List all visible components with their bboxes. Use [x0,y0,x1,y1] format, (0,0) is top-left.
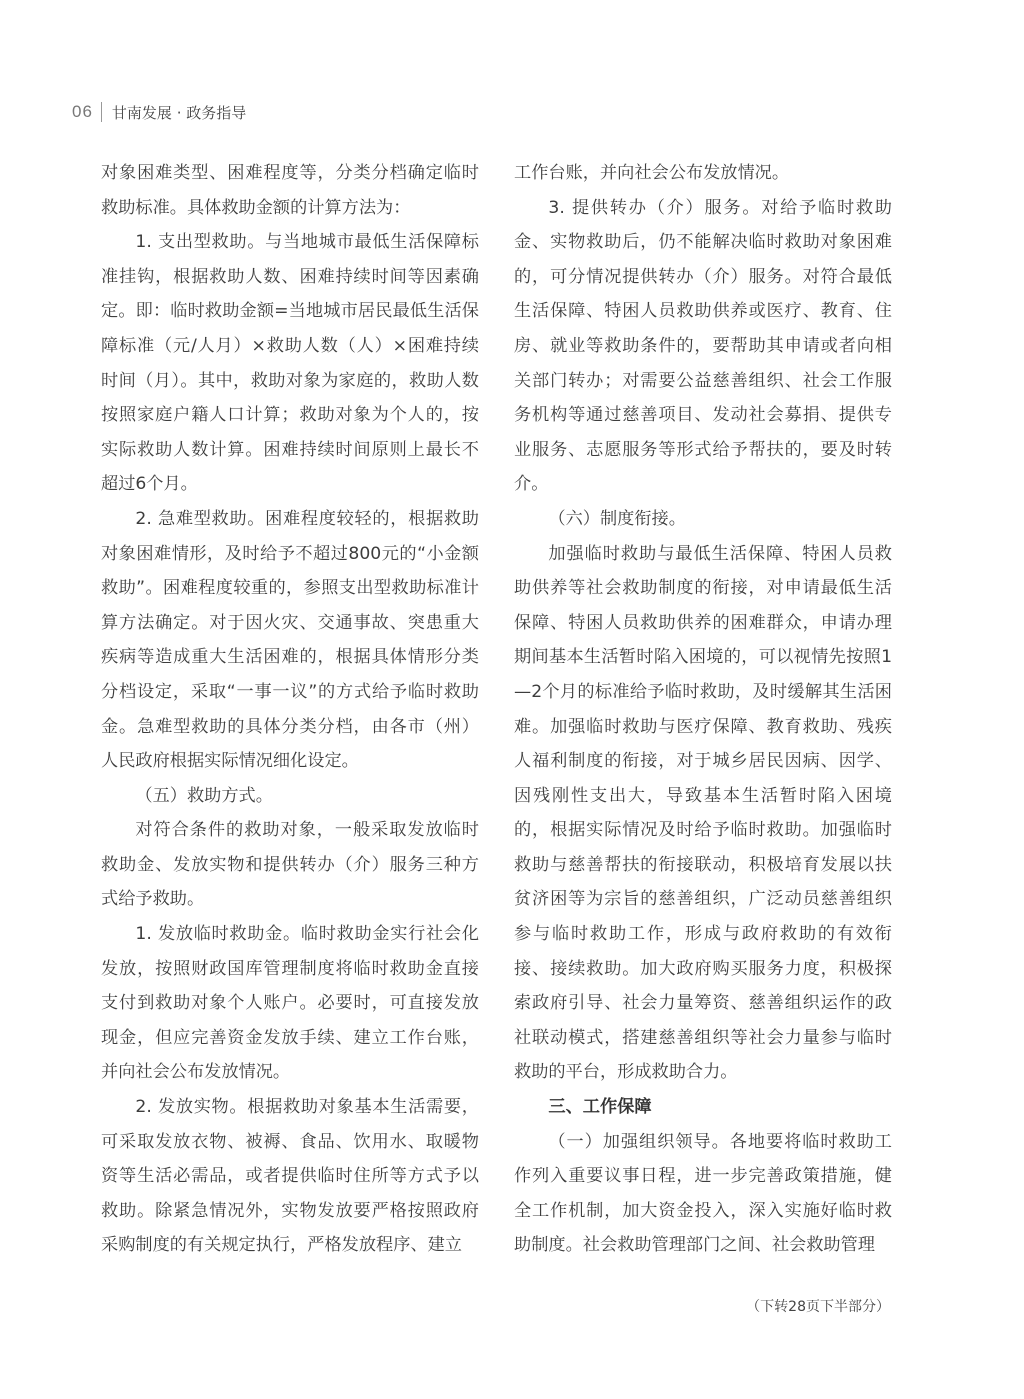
paragraph: 工作台账，并向社会公布发放情况。 [514,163,790,183]
left-column [101,156,479,1263]
header-divider [101,102,102,122]
paragraph: 加强临时救助与最低生活保障、特困人员救助供养等社会救助制度的衔接，对申请最低生活保障、特困人员救助供养的困难群众，申请办理期间基本生活暂时陷入困境的，可以视情先按照1—2个月的标准给予临时救助，及时缓解其生活困难。加强临时救助与医疗保障、教育救助、残疾人福利制度的衔接，对于城乡居民因病、因学、因残刚性支出大，导致基本生活暂时陷入困境的，根据实际情况及时给予临时救助。加强临时救助与慈善帮扶的衔接联动，积极培育发展以扶贫济困等为宗旨的慈善组织，广泛动员慈善组织参与临时救助工作，形成与政府救助的有效衔接、接续救助。加大政府购买服务力度，积极探索政府引导、社会力量筹资、慈善组织运作的政社联动模式，搭建慈善组织等社会力量参与临时救助的平台，形成救助合力。 [514,543,892,1083]
right-column [514,156,892,1263]
paragraph: 3. 提供转办（介）服务。对给予临时救助金、实物救助后，仍不能解决临时救助对象困难的，可分情况提供转办（介）服务。对符合最低生活保障、特困人员救助供养或医疗、教育、住房、就业等救助条件的，要帮助其申请或者向相关部门转办；对需要公益慈善组织、社会工作服务机构等通过慈善项目、发动社会募捐、提供专业服务、志愿服务等形式给予帮扶的，要及时转介。 [514,197,892,495]
journal-title: 甘南发展 · 政务指导 [111,103,247,122]
page-header [72,100,246,124]
paragraph: 对符合条件的救助对象，一般采取发放临时救助金、发放实物和提供转办（介）服务三种方式给予救助。 [101,820,479,910]
section-heading: 三、工作保障 [548,1097,652,1118]
page-number: 06 [72,102,93,121]
paragraph: 2. 发放实物。根据救助对象基本生活需要，可采取发放衣物、被褥、食品、饮用水、取暖物资等生活必需品，或者提供临时住所等方式予以救助。除紧急情况外，实物发放要严格按照政府采购制度的有关规定执行，严格发放程序、建立 [101,1097,479,1256]
continuation-note: （下转28页下半部分） [746,1299,890,1315]
paragraph: 对象困难类型、困难程度等，分类分档确定临时救助标准。具体救助金额的计算方法为： [101,163,479,218]
paragraph: 1. 支出型救助。与当地城市最低生活保障标准挂钩，根据救助人数、困难持续时间等因素确定。即：临时救助金额=当地城市居民最低生活保障标准（元/人月）×救助人数（人）×困难持续时间（月）。其中，救助对象为家庭的，救助人数按照家庭户籍人口计算；救助对象为个人的，按实际救助人数计算。困难持续时间原则上最长不超过6个月。 [101,232,479,495]
paragraph: 1. 发放临时救助金。临时救助金实行社会化发放，按照财政国库管理制度将临时救助金直接支付到救助对象个人账户。必要时，可直接发放现金，但应完善资金发放手续、建立工作台账，并向社会公布发放情况。 [101,924,479,1083]
section-subheading: （六）制度衔接。 [548,508,686,529]
paragraph: 2. 急难型救助。困难程度较轻的，根据救助对象困难情形，及时给予不超过800元的“小金额救助”。困难程度较重的，参照支出型救助标准计算方法确定。对于因火灾、交通事故、突患重大疾病等造成重大生活困难的，根据具体情形分类分档设定，采取“一事一议”的方式给予临时救助金。急难型救助的具体分类分档，由各市（州）人民政府根据实际情况细化设定。 [101,508,479,772]
paragraph: （一）加强组织领导。各地要将临时救助工作列入重要议事日程，进一步完善政策措施，健全工作机制，加大资金投入，深入实施好临时救助制度。社会救助管理部门之间、社会救助管理 [514,1131,892,1256]
section-subheading: （五）救助方式。 [135,785,273,806]
